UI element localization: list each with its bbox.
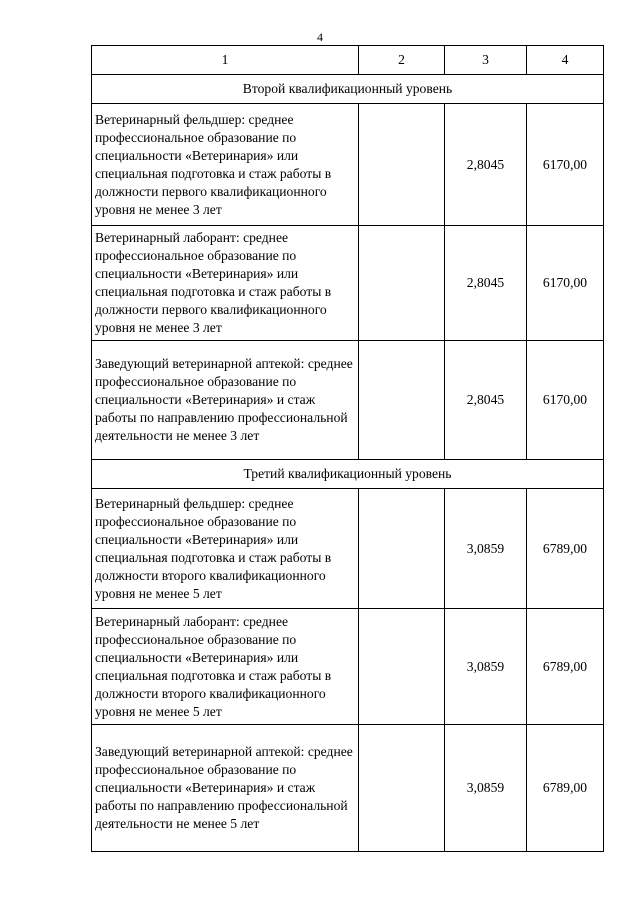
table-row bbox=[92, 725, 604, 852]
salary-cell: 6170,00 bbox=[527, 226, 604, 341]
table-header-row bbox=[92, 46, 604, 75]
table-row bbox=[92, 489, 604, 609]
table-row bbox=[92, 609, 604, 725]
empty-cell bbox=[359, 226, 445, 341]
empty-cell bbox=[359, 489, 445, 609]
coefficient-cell: 2,8045 bbox=[445, 104, 527, 226]
position-description: Ветеринарный фельдшер: среднее профессиональное образование по специальности «Ветеринария» или специальная подготовка и стаж работы в должности первого квалификационного уровня не менее 3 лет bbox=[92, 104, 359, 226]
coefficient-cell: 3,0859 bbox=[445, 609, 527, 725]
empty-cell bbox=[359, 725, 445, 852]
section-row-third-level bbox=[92, 460, 604, 489]
salary-cell: 6170,00 bbox=[527, 341, 604, 460]
salary-cell: 6789,00 bbox=[527, 725, 604, 852]
coefficient-cell: 3,0859 bbox=[445, 725, 527, 852]
qualification-table bbox=[91, 45, 604, 852]
column-header-2: 2 bbox=[359, 46, 445, 75]
section-row-second-level bbox=[92, 75, 604, 104]
salary-cell: 6789,00 bbox=[527, 609, 604, 725]
column-header-3: 3 bbox=[445, 46, 527, 75]
position-description: Ветеринарный лаборант: среднее профессиональное образование по специальности «Ветеринария» или специальная подготовка и стаж работы в должности второго квалификационного уровня не менее 5 лет bbox=[92, 609, 359, 725]
column-header-1: 1 bbox=[92, 46, 359, 75]
salary-cell: 6170,00 bbox=[527, 104, 604, 226]
position-description: Заведующий ветеринарной аптекой: среднее профессиональное образование по специальности «Ветеринария» и стаж работы по направлению профессиональной деятельности не менее 3 лет bbox=[92, 341, 359, 460]
position-description: Ветеринарный лаборант: среднее профессиональное образование по специальности «Ветеринария» или специальная подготовка и стаж работы в должности первого квалификационного уровня не менее 3 лет bbox=[92, 226, 359, 341]
empty-cell bbox=[359, 609, 445, 725]
salary-cell: 6789,00 bbox=[527, 489, 604, 609]
coefficient-cell: 3,0859 bbox=[445, 489, 527, 609]
coefficient-cell: 2,8045 bbox=[445, 341, 527, 460]
table-row bbox=[92, 104, 604, 226]
empty-cell bbox=[359, 341, 445, 460]
coefficient-cell: 2,8045 bbox=[445, 226, 527, 341]
column-header-4: 4 bbox=[527, 46, 604, 75]
empty-cell bbox=[359, 104, 445, 226]
section-title: Третий квалификационный уровень bbox=[92, 460, 604, 489]
table-row bbox=[92, 341, 604, 460]
page-number: 4 bbox=[317, 30, 323, 44]
table-row bbox=[92, 226, 604, 341]
position-description: Ветеринарный фельдшер: среднее профессиональное образование по специальности «Ветеринария» или специальная подготовка и стаж работы в должности второго квалификационного уровня не менее 5 лет bbox=[92, 489, 359, 609]
position-description: Заведующий ветеринарной аптекой: среднее профессиональное образование по специальности «Ветеринария» и стаж работы по направлению профессиональной деятельности не менее 5 лет bbox=[92, 725, 359, 852]
section-title: Второй квалификационный уровень bbox=[92, 75, 604, 104]
